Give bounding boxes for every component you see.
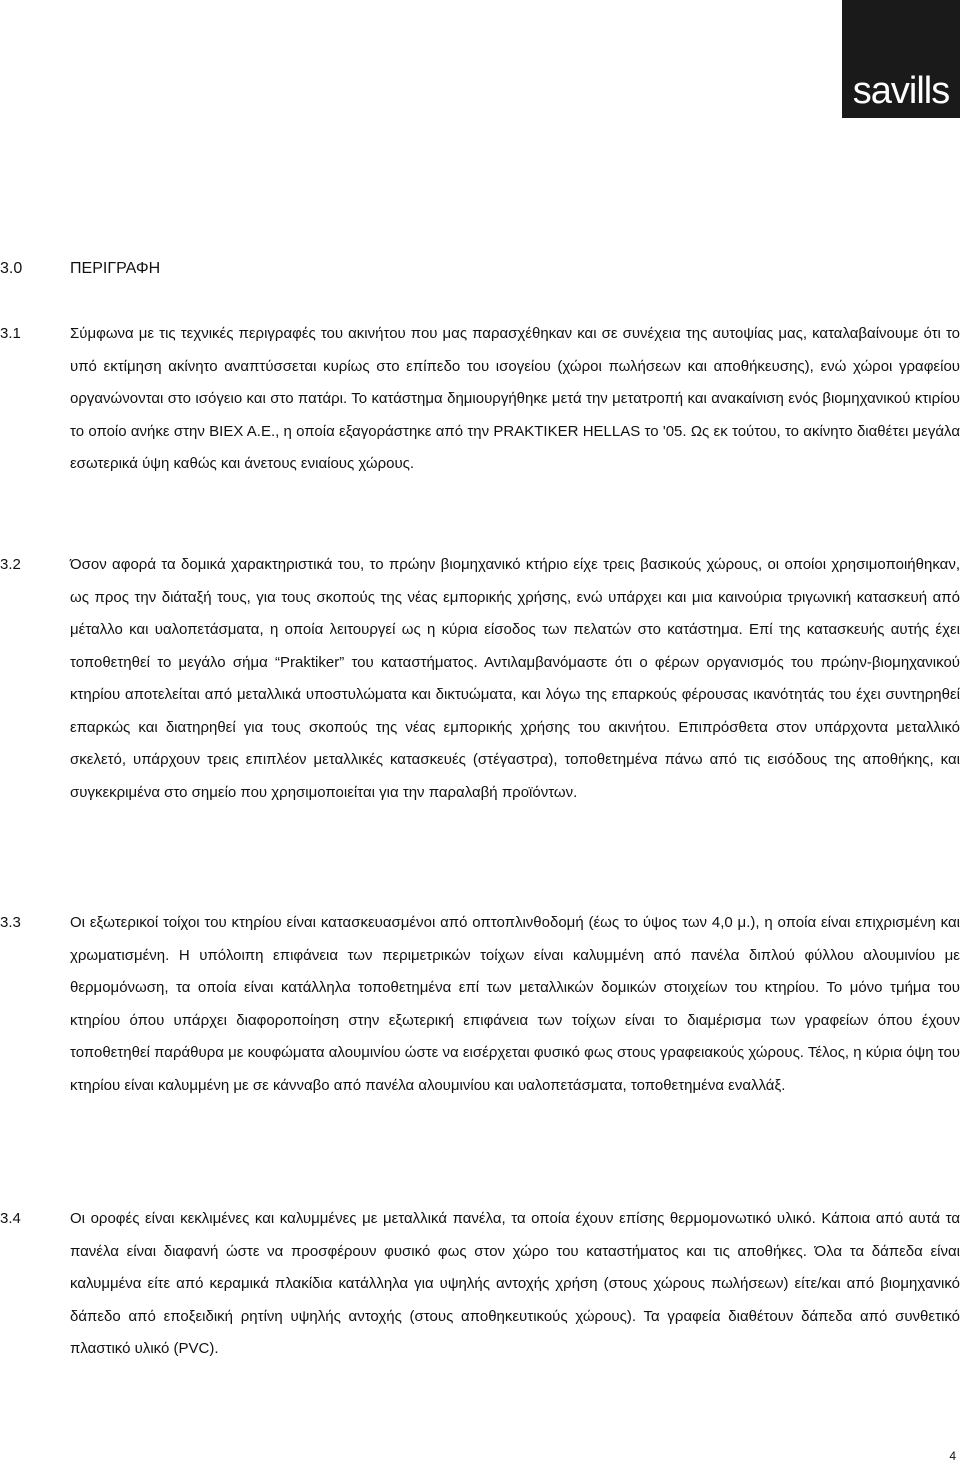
logo-text: savills [852, 70, 950, 112]
savills-logo [842, 0, 960, 118]
page-number: 4 [949, 1449, 956, 1463]
paragraph-number: 3.2 [0, 556, 21, 573]
section-heading [0, 258, 960, 280]
paragraph-3-2 [0, 549, 960, 809]
paragraph-3-1 [0, 318, 960, 481]
section-title: ΠΕΡΙΓΡΑΦΗ [70, 260, 161, 277]
paragraph-text: Οι οροφές είναι κεκλιμένες και καλυμμένες με μεταλλικά πανέλα, τα οποία έχουν επίσης θερμομονωτικό υλικό. Κάποια από αυτά τα πανέλα είναι διαφανή ώστε να προσφέρουν φυσικό φως στον χώρο του καταστήματος και τις αποθήκες. Όλα τα δάπεδα είναι καλυμμένα είτε από κεραμικά πλακίδια κατάλληλα για υψηλής αντοχής χρήση (στους χώρους πωλήσεων) είτε/και από βιομηχανικό δάπεδο από εποξειδική ρητίνη υψηλής αντοχής (στους αποθηκευτικούς χώρους). Τα γραφεία διαθέτουν δάπεδα από συνθετικό πλαστικό υλικό (PVC). [70, 1210, 960, 1357]
section-number: 3.0 [0, 260, 23, 277]
paragraph-text: Όσον αφορά τα δομικά χαρακτηριστικά του, το πρώην βιομηχανικό κτήριο είχε τρεις βασικούς χώρους, οι οποίοι χρησιμοποιήθηκαν, ως προς την διάταξή τους, για τους σκοπούς της νέας εμπορικής χρήσης, ενώ υπάρχει και μια καινούρια τριγωνική κατασκευή από μέταλλο και υαλοπετάσματα, η οποία λειτουργεί ως η κύρια είσοδος των πελατών στο κατάστημα. Επί της κατασκευής αυτής έχει τοποθετηθεί το μεγάλο σήμα “Praktiker” του καταστήματος. Αντιλαμβανόμαστε ότι ο φέρων οργανισμός του πρώην-βιομηχανικού κτηρίου αποτελείται από μεταλλικά υποστυλώματα και δικτυώματα, και λόγω της επαρκούς φέρουσας ικανότητάς του έχει συντηρηθεί επαρκώς και διατηρηθεί για τους σκοπούς της νέας εμπορικής χρήσης του ακινήτου. Επιπρόσθετα στον υπάρχοντα μεταλλικό σκελετό, υπάρχουν τρεις επιπλέον μεταλλικές κατασκευές (στέγαστρα), τοποθετημένα πάνω από τις εισόδους της αποθήκης, και συγκεκριμένα στο σημείο που χρησιμοποιείται για την παραλαβή προϊόντων. [70, 556, 960, 801]
paragraph-3-3 [0, 907, 960, 1102]
paragraph-text: Οι εξωτερικοί τοίχοι του κτηρίου είναι κατασκευασμένοι από οπτοπλινθοδομή (έως το ύψος των 4,0 μ.), η οποία είναι επιχρισμένη και χρωματισμένη. Η υπόλοιπη επιφάνεια των περιμετρικών τοίχων είναι καλυμμένη από πανέλα διπλού φύλλου αλουμινίου με θερμομόνωση, τα οποία είναι κατάλληλα τοποθετημένα επί των μεταλλικών δομικών στοιχείων του κτηρίου. Το μόνο τμήμα του κτηρίου όπου υπάρχει διαφοροποίηση στην εξωτερική επιφάνεια των τοίχων είναι το διαμέρισμα των γραφείων όπου έχουν τοποθετηθεί παράθυρα με κουφώματα αλουμινίου ώστε να εισέρχεται φυσικό φως στους γραφειακούς χώρους. Τέλος, η κύρια όψη του κτηρίου είναι καλυμμένη με σε κάνναβο από πανέλα αλουμινίου και υαλοπετάσματα, τοποθετημένα εναλλάξ. [70, 914, 960, 1094]
paragraph-3-4 [0, 1203, 960, 1366]
paragraph-number: 3.1 [0, 325, 21, 342]
paragraph-number: 3.3 [0, 914, 21, 931]
paragraph-text: Σύμφωνα με τις τεχνικές περιγραφές του ακινήτου που μας παρασχέθηκαν και σε συνέχεια της αυτοψίας μας, καταλαβαίνουμε ότι το υπό εκτίμηση ακίνητο αναπτύσσεται κυρίως στο επίπεδο του ισογείου (χώροι πωλήσεων και αποθήκευσης), ενώ χώροι γραφείου οργανώνονται στο ισόγειο και στο πατάρι. Το κατάστημα δημιουργήθηκε μετά την μετατροπή και ανακαίνιση ενός βιομηχανικού κτιρίου το οποίο ανήκε στην ΒΙΕΧ Α.Ε., η οποία εξαγοράστηκε από την PRAKTIKER HELLAS το '05. Ως εκ τούτου, το ακίνητο διαθέτει μεγάλα εσωτερικά ύψη καθώς και άνετους ενιαίους χώρους. [70, 325, 960, 472]
paragraph-number: 3.4 [0, 1210, 21, 1227]
